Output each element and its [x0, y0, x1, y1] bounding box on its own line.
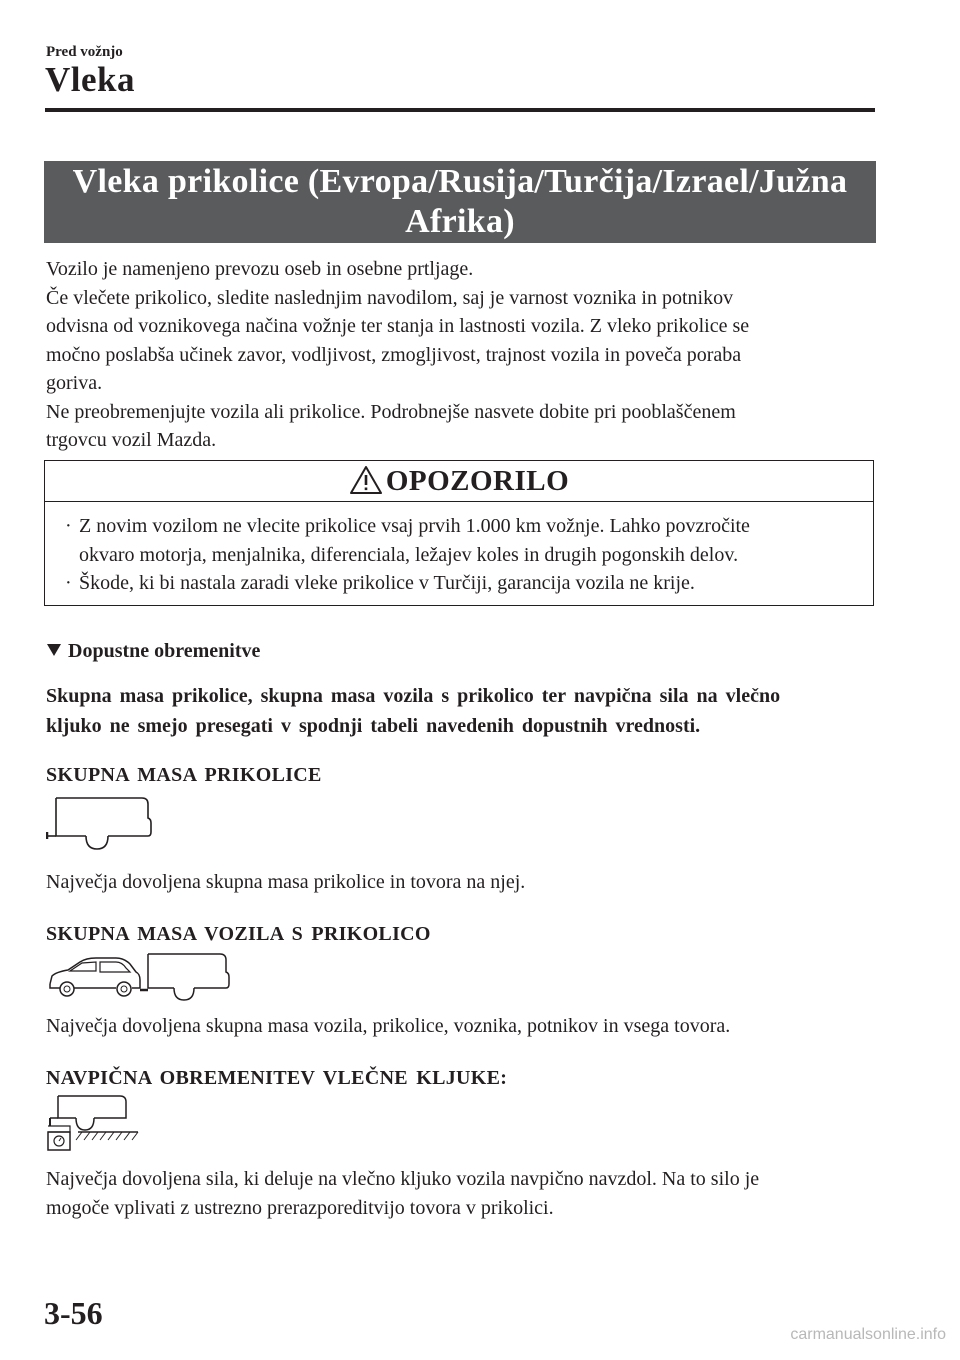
bullet-dot-icon: · [65, 572, 72, 594]
warning-item [45, 512, 859, 569]
warning-header [45, 461, 873, 502]
subsection-text [46, 681, 876, 741]
warning-item-line: okvaro motorja, menjalnika, diferenciala, ležajev koles in drugih pogonskih delov. [79, 543, 739, 566]
warning-item-line: Škode, ki bi nastala zaradi vleke prikolice v Turčiji, garancija vozila ne krije. [79, 572, 695, 594]
trailer-icon [46, 792, 156, 854]
warning-triangle-icon [349, 465, 383, 495]
intro-line: odvisna od voznikovega načina vožnje ter stanja in lastnosti vozila. Z vleko prikolice se [46, 315, 750, 337]
page-number: 3-56 [44, 1295, 103, 1331]
intro-line: Ne preobremenjujte vozila ali prikolice. Podrobnejše nasvete dobite pri pooblaščenem [46, 400, 736, 423]
warning-item [45, 569, 859, 598]
header-rule [45, 108, 875, 112]
intro-line: Če vlečete prikolico, sledite naslednjim navodilom, saj je varnost voznika in potnikov [46, 286, 734, 309]
desc-line: mogoče vplivati z ustrezno prerazporeditvijo tovora v prikolici. [46, 1196, 554, 1219]
tongue-load-scale-icon [46, 1092, 142, 1154]
term-tongue-load: NAVPIČNA OBREMENITEV VLEČNE KLJUKE: [46, 1067, 508, 1089]
section-title: Vleka [45, 60, 135, 99]
subsection-title: Dopustne obremenitve [68, 640, 261, 662]
subsection-heading [46, 640, 260, 663]
intro-paragraph [46, 255, 876, 455]
subsection-line: Skupna masa prikolice, skupna masa vozila s prikolico ter navpična sila na vlečno [46, 685, 781, 707]
warning-title: OPOZORILO [385, 464, 570, 497]
term-combined-mass: SKUPNA MASA VOZILA S PRIKOLICO [46, 923, 431, 945]
chapter-title: Pred vožnjo [46, 44, 123, 60]
intro-line: trgovcu vozil Mazda. [46, 429, 217, 451]
subsection-line: kljuko ne smejo presegati v spodnji tabeli navedenih dopustnih vrednosti. [46, 715, 701, 737]
bullet-dot-icon: · [65, 515, 72, 537]
desc-line: Največja dovoljena sila, ki deluje na vlečno kljuko vozila navpično navzdol. Na to silo je [46, 1168, 760, 1190]
desc-combined-mass: Največja dovoljena skupna masa vozila, prikolice, voznika, potnikov in vsega tovora. [46, 1015, 731, 1037]
triangle-down-icon [46, 640, 62, 663]
desc-trailer-mass: Največja dovoljena skupna masa prikolice in tovora na njej. [46, 871, 526, 893]
banner-line-2: Afrika) [405, 203, 515, 240]
desc-tongue-load [46, 1165, 876, 1222]
intro-line: Vozilo je namenjeno prevozu oseb in osebne prtljage. [46, 258, 474, 280]
intro-line: goriva. [46, 372, 103, 394]
topic-banner [44, 161, 876, 243]
intro-line: močno poslabša učinek zavor, vodljivost, zmogljivost, trajnost vozila in poveča poraba [46, 343, 742, 366]
warning-box [44, 460, 874, 606]
banner-line-1: Vleka prikolice (Evropa/Rusija/Turčija/Izrael/Južna [72, 163, 848, 200]
watermark: carmanualsonline.info [790, 1326, 946, 1343]
warning-item-line: Z novim vozilom ne vlecite prikolice vsaj prvih 1.000 km vožnje. Lahko povzročite [79, 515, 750, 537]
car-with-trailer-icon [46, 950, 232, 1006]
term-trailer-mass: SKUPNA MASA PRIKOLICE [46, 764, 322, 786]
warning-list [45, 502, 873, 598]
